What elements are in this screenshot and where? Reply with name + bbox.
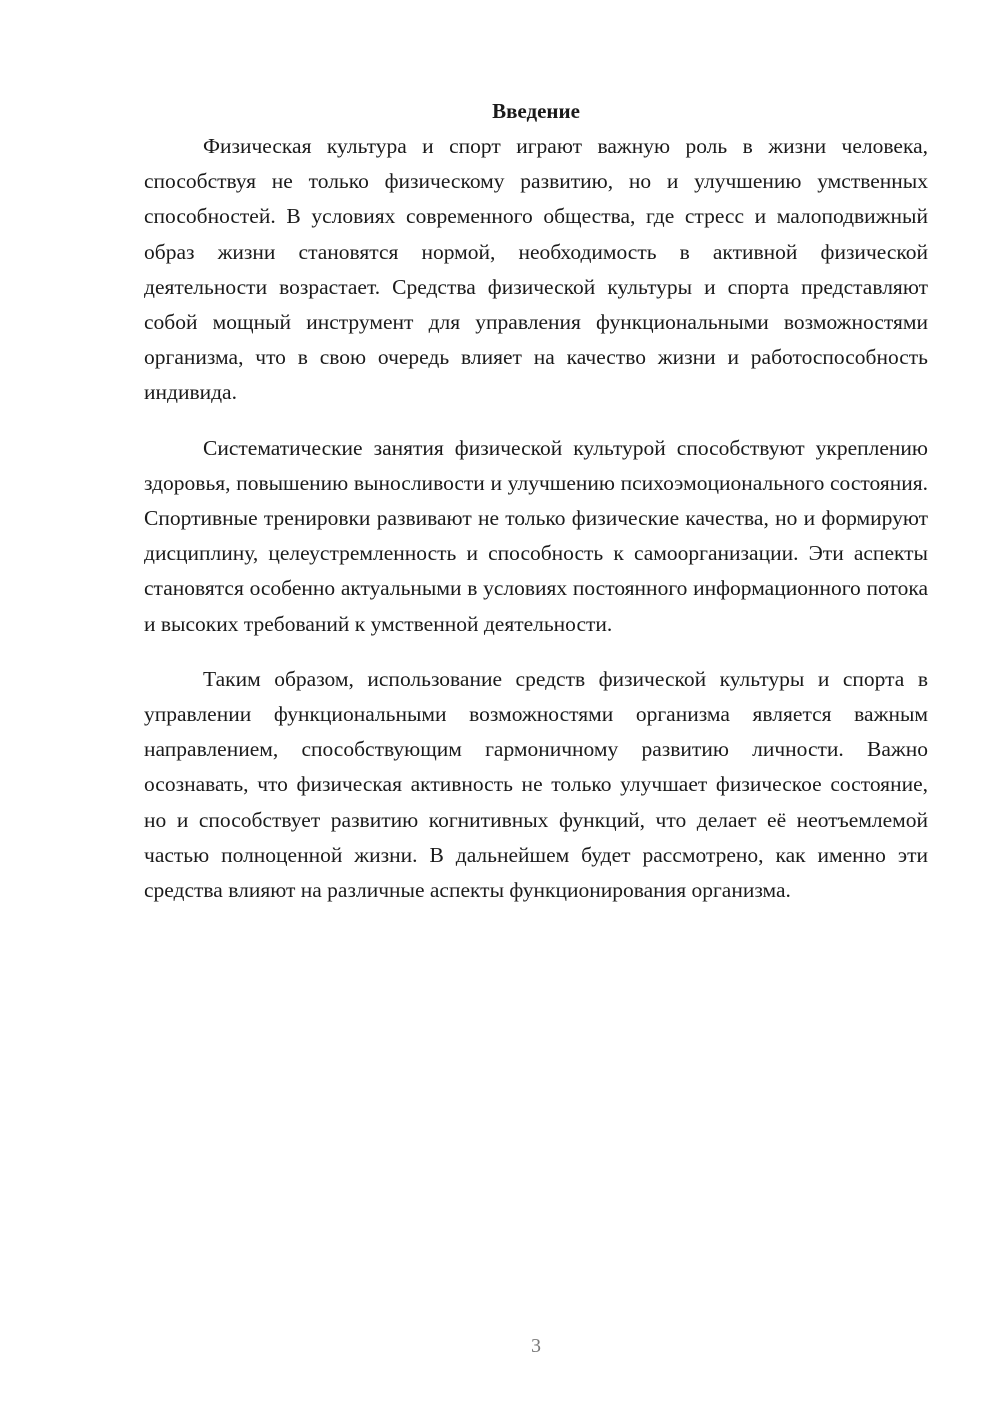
- paragraph-1: Физическая культура и спорт играют важную роль в жизни человека, способствуя не только физическому развитию, но и улучшению умственных способностей. В условиях современного общества, где стресс и малоподвижный образ жизни становятся нормой, необходимость в активной физической деятельности возрастает. Средства физической культуры и спорта представляют собой мощный инструмент для управления функциональными возможностями организма, что в свою очередь влияет на качество жизни и работоспособность индивида.: [144, 134, 928, 405]
- page-number: 3: [531, 1335, 541, 1357]
- section-title: Введение: [492, 99, 580, 123]
- paragraph-3: Таким образом, использование средств физической культуры и спорта в управлении функциональными возможностями организма является важным направлением, способствующим гармоничному развитию личности. Важно осознавать, что физическая активность не только улучшает физическое состояние, но и способствует развитию когнитивных функций, что делает её неотъемлемой частью полноценной жизни. В дальнейшем будет рассмотрено, как именно эти средства влияют на различные аспекты функционирования организма.: [144, 666, 928, 903]
- paragraph-2: Систематические занятия физической культурой способствуют укреплению здоровья, повышению выносливости и улучшению психоэмоционального состояния. Спортивные тренировки развивают не только физические качества, но и формируют дисциплину, целеустремленность и способность к самоорганизации. Эти аспекты становятся особенно актуальными в условиях постоянного информационного потока и высоких требований к умственной деятельности.: [144, 435, 928, 636]
- page-content: [144, 94, 928, 908]
